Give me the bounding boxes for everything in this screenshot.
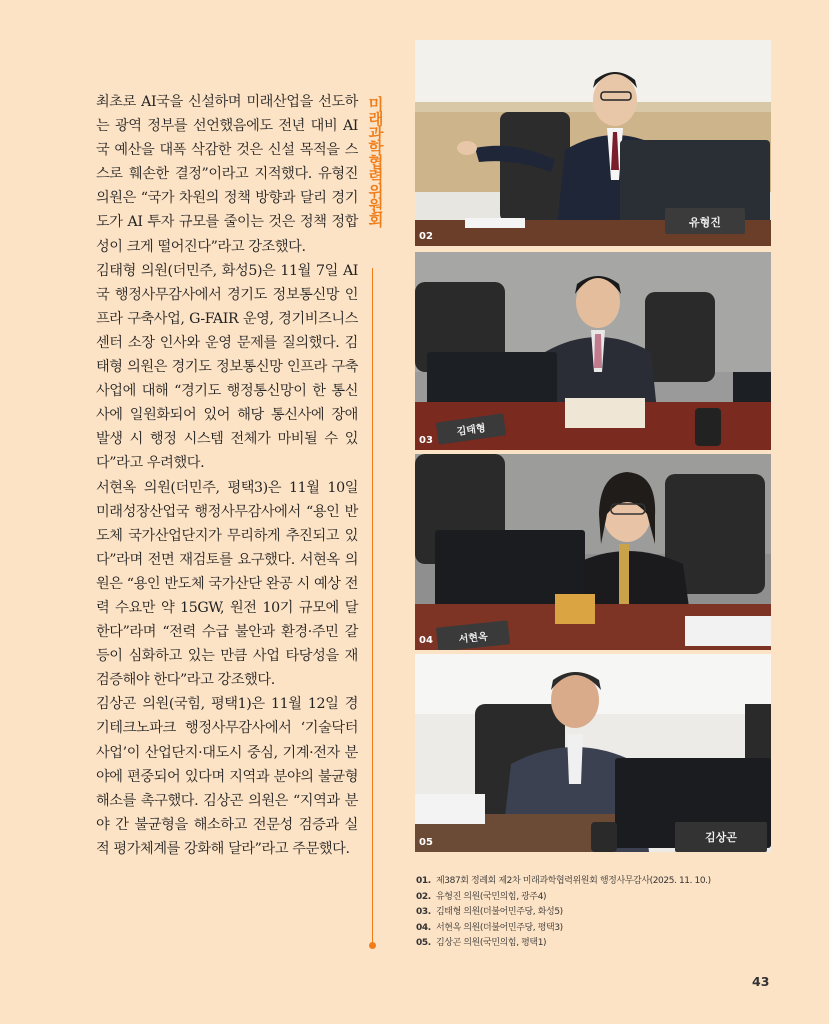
caption-04	[416, 921, 776, 937]
article-body	[96, 90, 358, 861]
photo-03	[415, 252, 771, 450]
paragraph-2: 김태형 의원(더민주, 화성5)은 11월 7일 AI국 행정사무감사에서 경기도 정보통신망 인프라 구축사업, G-FAIR 운영, 경기비즈니스센터 소장 인사와 운영 문제를 질의했다. 김태형 의원은 경기도 정보통신망 인프라 구축사업에 대해 “경기도 행정통신망이 한 통신사에 일원화되어 있어 해당 통신사에 장애 발생 시 행정 시스템 전체가 마비될 수 있다”라고 우려했다.	[96, 262, 358, 472]
section-divider-dot	[369, 942, 376, 949]
caption-02	[416, 890, 776, 906]
caption-01	[416, 874, 776, 890]
nameplate-03: 김태형	[456, 423, 487, 438]
nameplate-02: 유형진	[689, 216, 721, 229]
caption-03	[416, 905, 776, 921]
caption-number: 01.	[416, 876, 431, 886]
photo-03-image	[415, 252, 771, 450]
photo-04-image	[415, 454, 771, 650]
caption-number: 04.	[416, 922, 431, 933]
section-divider-line	[372, 268, 373, 946]
photo-captions	[416, 874, 776, 952]
photo-04	[415, 454, 771, 650]
paragraph-4: 김상곤 의원(국힘, 평택1)은 11월 12일 경기테크노파크 행정사무감사에서 ‘기술닥터사업’이 산업단지·대도시 중심, 기계·전자 분야에 편중되어 있다며 지역과 분야의 불균형 해소를 촉구했다. 김상곤 의원은 “지역과 분야 간 불균형을 해소하고 전문성 검증과 실적 평가체계를 강화해 달라”라고 주문했다.	[96, 696, 358, 857]
caption-text: 유형진 의원(국민의힘, 광주4)	[436, 891, 547, 902]
photo-02	[415, 40, 771, 246]
nameplate-05: 김상곤	[705, 831, 737, 844]
photo-02-image	[415, 40, 771, 246]
nameplate-04: 서현옥	[458, 631, 489, 646]
photo-number-02: 02	[419, 231, 433, 242]
page-number: 43	[752, 974, 770, 989]
caption-number: 03.	[416, 907, 431, 917]
photo-05-image	[415, 654, 771, 852]
caption-text: 서현옥 의원(더불어민주당, 평택3)	[436, 922, 563, 933]
section-label: 미래과학협력위원회	[366, 96, 384, 227]
caption-text: 제387회 정례회 제2차 미래과학협력위원회 행정사무감사(2025. 11. 10.)	[436, 876, 711, 886]
photo-number-03: 03	[419, 435, 433, 446]
caption-text: 김상곤 의원(국민의힘, 평택1)	[436, 938, 547, 948]
paragraph-3: 서현옥 의원(더민주, 평택3)은 11월 10일 미래성장산업국 행정사무감사에서 “용인 반도체 국가산업단지가 무리하게 추진되고 있다”라며 전면 재검토를 요구했다. 서현옥 의원은 “용인 반도체 국가산단 완공 시 예상 전력 수요만 약 15GW, 원전 10기 규모에 달한다”라며 “전력 수급 불안과 환경·주민 갈등이 심화하고 있는 만큼 사업 타당성을 재검증해야 한다”라고 강조했다.	[96, 479, 358, 689]
caption-number: 02.	[416, 891, 431, 902]
caption-number: 05.	[416, 938, 431, 948]
paragraph-1: 최초로 AI국을 신설하며 미래산업을 선도하는 광역 정부를 선언했음에도 전년 대비 AI국 예산을 대폭 삭감한 것은 신설 목적을 스스로 훼손한 결정”이라고 지적했다. 유형진 의원은 “국가 차원의 정책 방향과 달리 경기도가 AI 투자 규모를 줄이는 것은 정책 정합성이 크게 떨어진다”라고 강조했다.	[96, 94, 358, 255]
caption-text: 김태형 의원(더불어민주당, 화성5)	[436, 907, 563, 917]
photo-number-04: 04	[419, 635, 433, 646]
caption-05	[416, 936, 776, 952]
photo-number-05: 05	[419, 837, 433, 848]
photo-05	[415, 654, 771, 852]
